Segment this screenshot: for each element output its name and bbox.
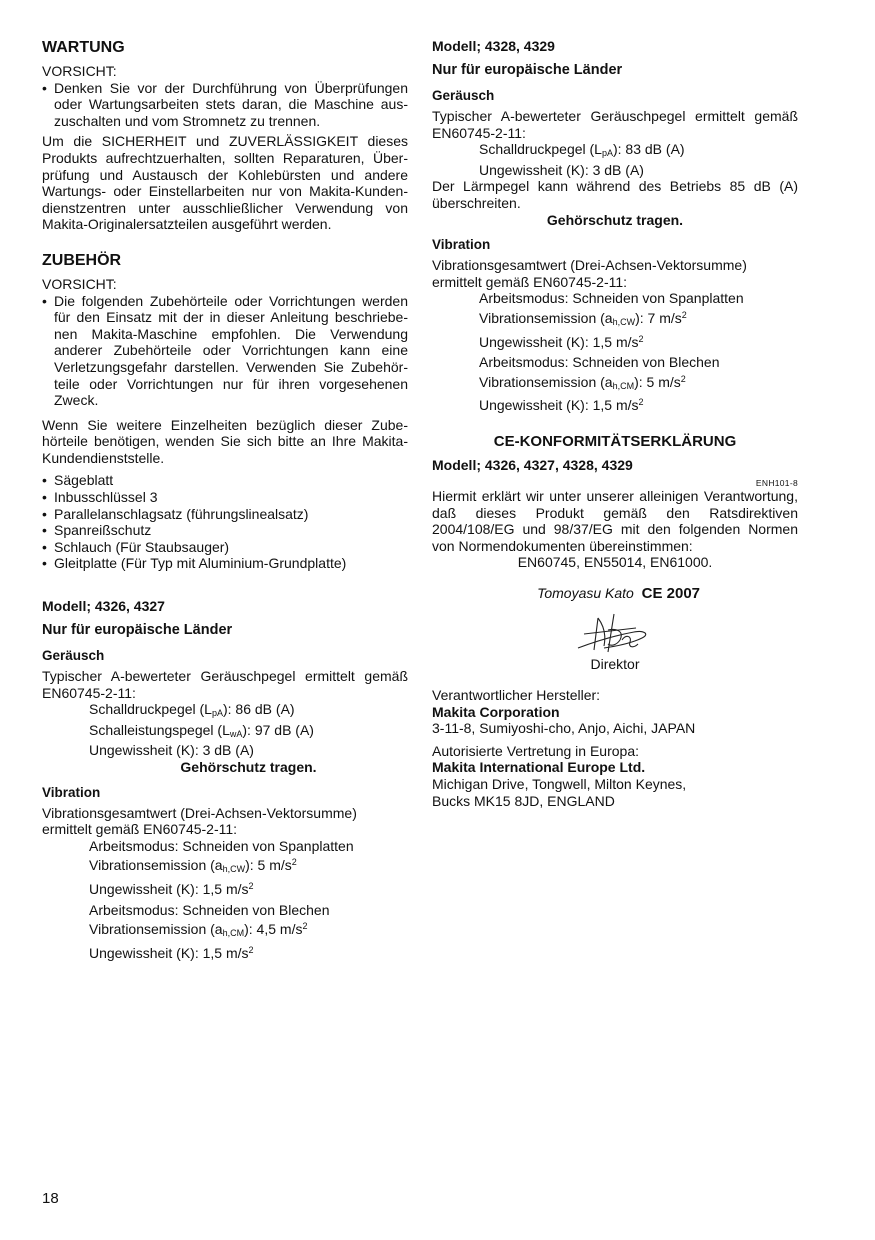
manufacturer-address: 3-11-8, Sumiyoshi-cho, Anjo, Aichi, JAPAN <box>432 720 696 737</box>
vibration-intro: Vibrationsgesamtwert (Drei-Achsen-Vektorsumme) ermittelt gemäß EN60745-2-11: <box>42 804 357 838</box>
list-item: • Sägeblatt <box>42 472 408 489</box>
work-mode: Arbeitsmodus: Schneiden von Spanplatten <box>89 837 354 854</box>
work-mode: Arbeitsmodus: Schneiden von Spanplatten <box>479 290 744 307</box>
noise-uncertainty: Ungewissheit (K): 3 dB (A) <box>89 742 254 759</box>
signer-line <box>432 585 798 603</box>
signature-image <box>574 610 654 656</box>
caution-list <box>42 293 408 409</box>
work-mode: Arbeitsmodus: Schneiden von Blechen <box>479 354 720 371</box>
noise-intro: Typischer A-bewerteter Geräuschpegel ermittelt gemäß EN60745-2-11: <box>42 668 408 701</box>
left-column <box>42 38 408 961</box>
ear-protection-note: Gehörschutz tragen. <box>546 211 684 228</box>
ce-declaration-title: CE-KONFORMITÄTSERKLÄRUNG <box>493 432 737 450</box>
caution-label: VORSICHT: <box>42 63 117 79</box>
region-heading: Nur für europäische Länder <box>432 62 623 78</box>
section-title-wartung: WARTUNG <box>42 39 125 56</box>
caution-list <box>42 80 408 130</box>
vibration-uncertainty: Ungewissheit (K): 1,5 $m/s^2$ <box>479 333 644 350</box>
page-number: 18 <box>42 1190 59 1207</box>
vibration-uncertainty: Ungewissheit (K): 1,5 $m/s^2$ <box>89 880 254 897</box>
document-code: ENH101-8 <box>755 477 798 488</box>
model-heading: Modell; 4328, 4329 <box>432 38 555 54</box>
section-title-zubehoer: ZUBEHÖR <box>42 251 122 269</box>
accessory-paragraph: Wenn Sie weitere Einzelheiten bezüglich dieser Zube- hörteile benötigen, wenden Sie sich bitte an Ihre Makita- Kundendienststelle. <box>42 416 408 466</box>
ce-mark: CE 2007 <box>641 584 700 602</box>
noise-uncertainty: Ungewissheit (K): 3 dB (A) <box>479 161 644 178</box>
ce-model-heading: Modell; 4326, 4327, 4328, 4329 <box>432 456 633 473</box>
sound-pressure-line: Schalldruckpegel $(L_{pA})$: 86 dB (A) <box>89 701 295 719</box>
region-heading: Nur für europäische Länder <box>42 622 233 639</box>
maintenance-paragraph: Um die SICHERHEIT und ZUVERLÄSSIGKEIT dieses Produkts aufrechtzuerhalten, sollten Reparaturen, Über- prüfung und Austausch der Kohlebürsten und andere Wartungs- oder Einstellarbeiten nur von Makita-Kunden- dienstzentren unter ausschließlicher Verwendung von Makita-Originalersatzteilen ausgeführt werden. <box>42 133 408 233</box>
list-item: • Inbusschlüssel 3 <box>42 489 408 506</box>
ce-declaration-body: Hiermit erklärt wir unter unserer alleinigen Verantwortung, daß dieses Produkt gemäß den Ratsdirektiven 2004/108/EG und 98/37/EG mit den folgenden Normen von Normendokumenten übereinstimmen: <box>432 487 798 554</box>
list-item: • Gleitplatte (Für Typ mit Aluminium-Grundplatte) <box>42 555 408 572</box>
director-label: Direktor <box>590 656 640 673</box>
representative-label: Autorisierte Vertretung in Europa: <box>432 742 640 759</box>
sound-pressure-line: Schalldruckpegel $(L_{pA})$: 83 dB (A) <box>479 141 685 159</box>
vibration-uncertainty: Ungewissheit (K): 1,5 $m/s^2$ <box>89 944 254 961</box>
vibration-heading: Vibration <box>42 784 101 800</box>
model-heading: Modell; 4326, 4327 <box>42 598 165 615</box>
noise-note: Der Lärmpegel kann während des Betriebs 85 dB (A) überschreiten. <box>432 178 798 211</box>
caution-item: • Denken Sie vor der Durchführung von Überprüfungen oder Wartungsarbeiten stets daran, die Maschine aus- zuschalten und vom Stromnetz zu trennen. <box>42 80 408 130</box>
signer-name: Tomoyasu Kato <box>537 584 634 601</box>
vibration-heading: Vibration <box>432 237 491 253</box>
ear-protection-note: Gehörschutz tragen. <box>180 759 317 775</box>
list-item: • Parallelanschlagsatz (führungslinealsatz) <box>42 506 408 523</box>
representative-name: Makita International Europe Ltd. <box>432 759 646 776</box>
representative-address-line2: Bucks MK15 8JD, ENGLAND <box>432 792 615 809</box>
vibration-uncertainty: Ungewissheit (K): 1,5 $m/s^2$ <box>479 397 644 414</box>
list-item: • Spanreißschutz <box>42 522 408 539</box>
caution-item: • Die folgenden Zubehörteile oder Vorrichtungen werden für den Einsatz mit der in dieser Anleitung beschriebe- nen Makita-Maschine empfohlen. Die Verwendung anderer Zubehörteile oder Vorrichtungen kann eine Verletzungsgefahr darstellen. Verwenden Sie Zubehör- teile oder Vorrichtungen nur für ihren vorgesehenen Zweck. <box>42 293 408 409</box>
list-item: • Schlauch (Für Staubsauger) <box>42 539 408 556</box>
caution-label: VORSICHT: <box>42 275 117 292</box>
right-column <box>432 38 798 809</box>
ce-standards: EN60745, EN55014, EN61000. <box>517 554 713 571</box>
vibration-emission: Vibrationsemission $(a_{h,CW})$: 5 $m/s^2$ <box>89 857 297 875</box>
sound-power-line: Schalleistungspegel $(L_{wA})$: 97 dB (A) <box>89 721 314 739</box>
vibration-emission: Vibrationsemission $(a_{h,CM})$: 4,5 $m/s^2$ <box>89 921 308 939</box>
noise-heading: Geräusch <box>432 88 495 103</box>
vibration-emission: Vibrationsemission $(a_{h,CM})$: 5 $m/s^2$ <box>479 373 686 391</box>
noise-intro: Typischer A-bewerteter Geräuschpegel ermittelt gemäß EN60745-2-11: <box>432 108 798 141</box>
manufacturer-label: Verantwortlicher Hersteller: <box>432 687 601 704</box>
representative-address-line1: Michigan Drive, Tongwell, Milton Keynes, <box>432 776 687 793</box>
work-mode: Arbeitsmodus: Schneiden von Blechen <box>89 901 330 918</box>
noise-heading: Geräusch <box>42 648 105 664</box>
manufacturer-name: Makita Corporation <box>432 703 560 720</box>
vibration-emission: Vibrationsemission $(a_{h,CW})$: 7 $m/s^2$ <box>479 309 687 327</box>
vibration-intro: Vibrationsgesamtwert (Drei-Achsen-Vektorsumme) ermittelt gemäß EN60745-2-11: <box>432 257 747 290</box>
accessory-list <box>42 472 408 572</box>
signature-area <box>432 610 798 656</box>
